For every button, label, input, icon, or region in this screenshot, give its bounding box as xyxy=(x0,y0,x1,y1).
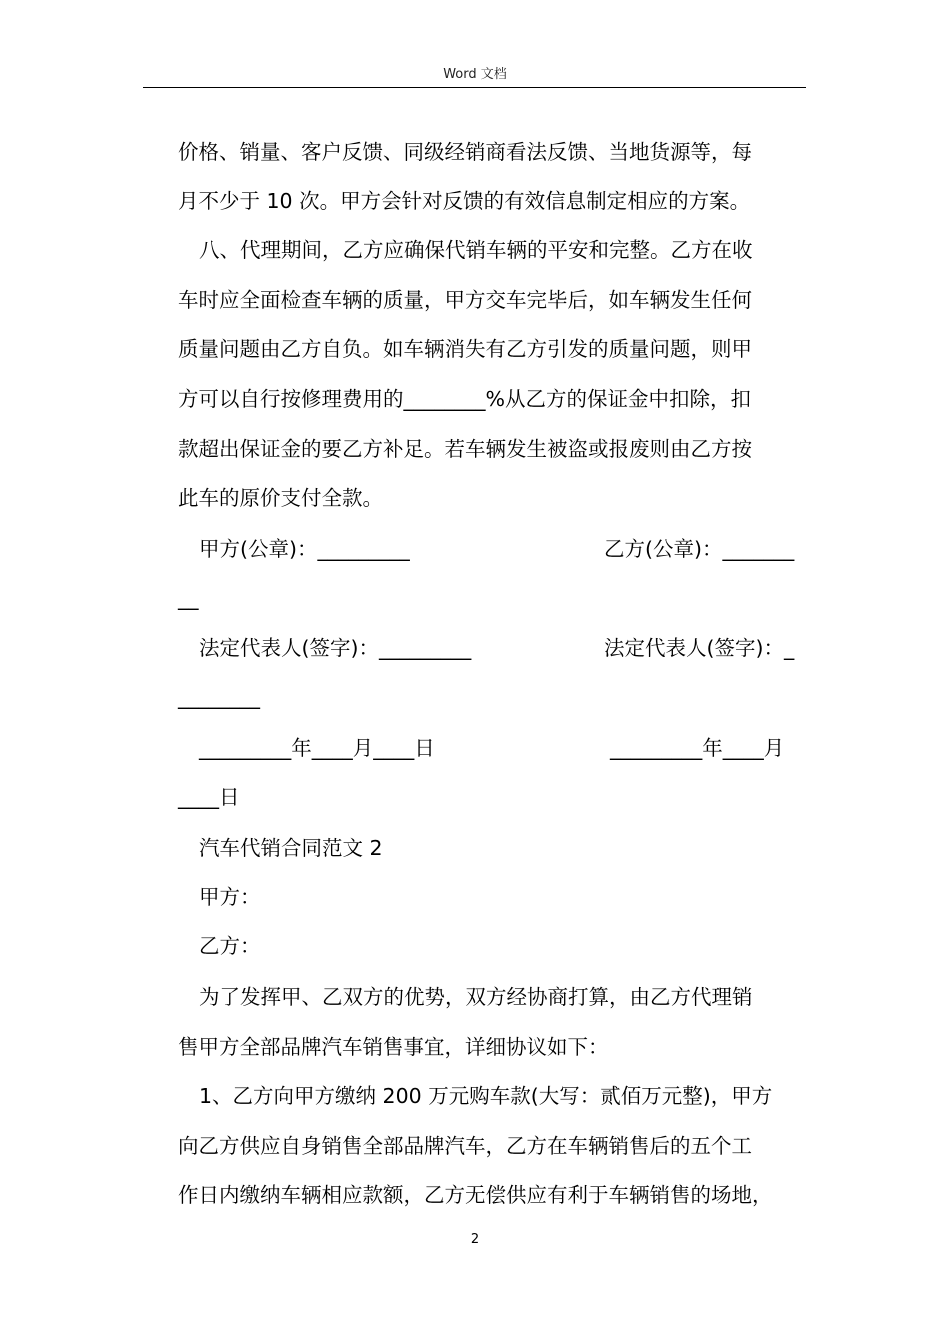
paragraph-line: 款超出保证金的要乙方补足。若车辆发生被盗或报废则由乙方按 xyxy=(178,437,752,461)
paragraph-line: 方可以自行按修理费用的________%从乙方的保证金中扣除，扣 xyxy=(178,387,751,411)
section-title: 汽车代销合同范文 2 xyxy=(199,836,383,860)
paragraph-line: 作日内缴纳车辆相应款额，乙方无偿供应有利于车辆销售的场地， xyxy=(178,1183,773,1207)
paragraph-line: 向乙方供应自身销售全部品牌汽车，乙方在车辆销售后的五个工 xyxy=(178,1134,752,1158)
party-a-label: 甲方： xyxy=(199,885,261,909)
paragraph-line: 售甲方全部品牌汽车销售事宜，详细协议如下： xyxy=(178,1035,609,1059)
paragraph-line: 1、乙方向甲方缴纳 200 万元购车款(大写：贰佰万元整)，甲方 xyxy=(199,1084,773,1108)
party-b-seal: 乙方(公章)：_______ xyxy=(604,537,795,561)
header-rule xyxy=(143,87,806,88)
paragraph-line: 八、代理期间，乙方应确保代销车辆的平安和完整。乙方在收 xyxy=(199,238,753,262)
paragraph-line: 价格、销量、客户反馈、同级经销商看法反馈、当地货源等，每 xyxy=(178,140,752,164)
party-b-label: 乙方： xyxy=(199,934,261,958)
party-b-seal-continued: __ xyxy=(178,586,199,610)
party-a-seal: 甲方(公章)：_________ xyxy=(199,537,410,561)
paragraph-line: 此车的原价支付全款。 xyxy=(178,486,383,510)
page-number: 2 xyxy=(470,1232,480,1247)
paragraph-line: 为了发挥甲、乙双方的优势，双方经协商打算，由乙方代理销 xyxy=(199,985,753,1009)
paragraph-line: 月不少于 10 次。甲方会针对反馈的有效信息制定相应的方案。 xyxy=(178,189,751,213)
party-b-date-continued: ____日 xyxy=(178,785,240,809)
party-b-representative-continued: ________ xyxy=(178,685,260,709)
paragraph-line: 质量问题由乙方自负。如车辆消失有乙方引发的质量问题，则甲 xyxy=(178,337,752,361)
paragraph-line: 车时应全面检查车辆的质量，甲方交车完毕后，如车辆发生任何 xyxy=(178,288,752,312)
party-a-date: _________年____月____日 xyxy=(199,736,435,760)
party-b-date: _________年____月 xyxy=(610,736,785,760)
header-title: Word 文档 xyxy=(443,67,507,82)
party-b-representative: 法定代表人(签字)：_ xyxy=(604,636,795,660)
party-a-representative: 法定代表人(签字)：_________ xyxy=(199,636,472,660)
